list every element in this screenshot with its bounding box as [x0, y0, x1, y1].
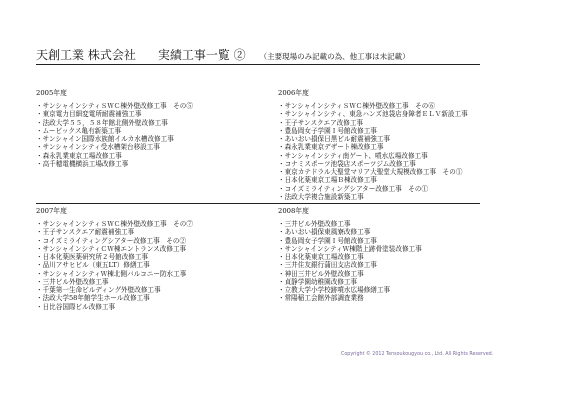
list-item: ・ 日本化薬東京工場Ｂ棟改修工事: [278, 176, 508, 184]
list-item: ・ コイズミライティングシアター改修工事 その①: [278, 185, 508, 193]
list-item: ・ 常陽稲工会館外部調査業務: [278, 294, 508, 302]
list-item: ・ サンシャインシティＷ棟北側バルコニー防水工事: [36, 270, 266, 278]
list-item: ・ サンシャインシティＳＷＣ棟外壁改修工事 その⑥: [278, 102, 508, 110]
section-2007: [36, 207, 266, 311]
list-item: ・ 日比谷国際ビル改修工事: [36, 303, 266, 311]
list-item: ・ サンシャイン国際水族館イルカ水槽改修工事: [36, 135, 266, 143]
list-item: ・ サンシャインシティ受水槽架台移設工事: [36, 143, 266, 151]
section-year: 2007年度: [36, 207, 67, 215]
list-item: ・ 東京電力目細変電所耐震補強工事: [36, 110, 266, 118]
project-list: [36, 102, 266, 168]
list-item: ・ 森永乳業東京デザート棟改修工事: [278, 143, 508, 151]
list-item: ・ 法政大学58年館学生ホール改修工事: [36, 294, 266, 302]
list-item: ・ あいおい損保東風寮改修工事: [278, 228, 508, 236]
project-list: [36, 220, 266, 311]
section-divider: [36, 203, 480, 204]
list-item: ・ 王子サンスクエア改修工事: [278, 119, 508, 127]
copyright-footer: Copyright © 2012 Tensoukougyou co., Ltd. All Rights Reserved.: [341, 352, 494, 357]
list-item: ・ 法政大学５５，５８年館北側外壁改修工事: [36, 119, 266, 127]
list-item: ・ 千葉第一生命ビルディング外壁改修工事: [36, 286, 266, 294]
list-item: ・ 豊島岡女子学園Ｉ号館改修工事: [278, 127, 508, 135]
list-item: ・ 三井ビル外壁改修工事: [36, 278, 266, 286]
section-year: 2006年度: [278, 89, 309, 97]
list-item: ・ サンシャインシティ、東急ハンズ池袋店身障者ＥＬＶ新設工事: [278, 110, 508, 118]
section-year: 2008年度: [278, 207, 309, 215]
list-item: ・ 三井ビル外壁改修工事: [278, 220, 508, 228]
list-item: ・ 豊島岡女子学園Ｉ号館改修工事: [278, 237, 508, 245]
list-item: ・ 王子サンスクエア耐震補強工事: [36, 228, 266, 236]
section-2006: [278, 89, 508, 201]
list-item: ・ コイズミライティングシアター改修工事 その②: [36, 237, 266, 245]
list-item: ・ 神田三井ビル外壁改修工事: [278, 270, 508, 278]
section-2008: [278, 207, 508, 303]
page-header: [36, 44, 410, 63]
section-year: 2005年度: [36, 89, 67, 97]
list-item: ・ 三井住友銀行蒲田支店改修工事: [278, 261, 508, 269]
list-item: ・ コナミスポーツ池袋店スポーツジム改修工事: [278, 160, 508, 168]
list-item: ・ サンシャインシティ南ゲート、噴水広場改修工事: [278, 152, 508, 160]
list-item: ・ 森永乳業東京工場改修工事: [36, 152, 266, 160]
project-list: [278, 102, 508, 201]
list-item: ・ ムービックス亀有新築工事: [36, 127, 266, 135]
list-item: ・ サンシャインシティＷ棟階上跡骨塗装改修工事: [278, 245, 508, 253]
list-item: ・ 立教大学小学校跡噴水広場修繕工事: [278, 286, 508, 294]
page-title: 実績工事一覧 ②: [157, 48, 246, 62]
section-2005: [36, 89, 266, 168]
header-divider: [36, 64, 480, 65]
list-item: ・ 高千穂電機横浜工場改修工事: [36, 160, 266, 168]
company-name: 天創工業 株式会社: [36, 48, 136, 62]
list-item: ・ 法政大学複合施設新築工事: [278, 193, 508, 201]
list-item: ・ サンシャインシティＳＷＣ棟外壁改修工事 その⑦: [36, 220, 266, 228]
list-item: ・ サンシャインシティＣＷ棟エントランス改修工事: [36, 245, 266, 253]
list-item: ・ 東京カテドラル大聖堂マリア大聖堂大規模改修工事 その①: [278, 168, 508, 176]
list-item: ・ あいおい損保日黒ビル耐震補強工事: [278, 135, 508, 143]
page-note: （主要現場のみ記載の為、他工事は未記載）: [259, 52, 410, 61]
list-item: ・ サンシャインシティＳＷＣ棟外壁改修工事 その⑤: [36, 102, 266, 110]
list-item: ・ 日本化薬医薬研究所２号館改修工事: [36, 253, 266, 261]
list-item: ・ 日本化薬東京工場改修工事: [278, 253, 508, 261]
project-list: [278, 220, 508, 303]
list-item: ・ 品川アサヒビル（東五LT）修繕工事: [36, 261, 266, 269]
list-item: ・ 貞静学園幼稚園改修工事: [278, 278, 508, 286]
